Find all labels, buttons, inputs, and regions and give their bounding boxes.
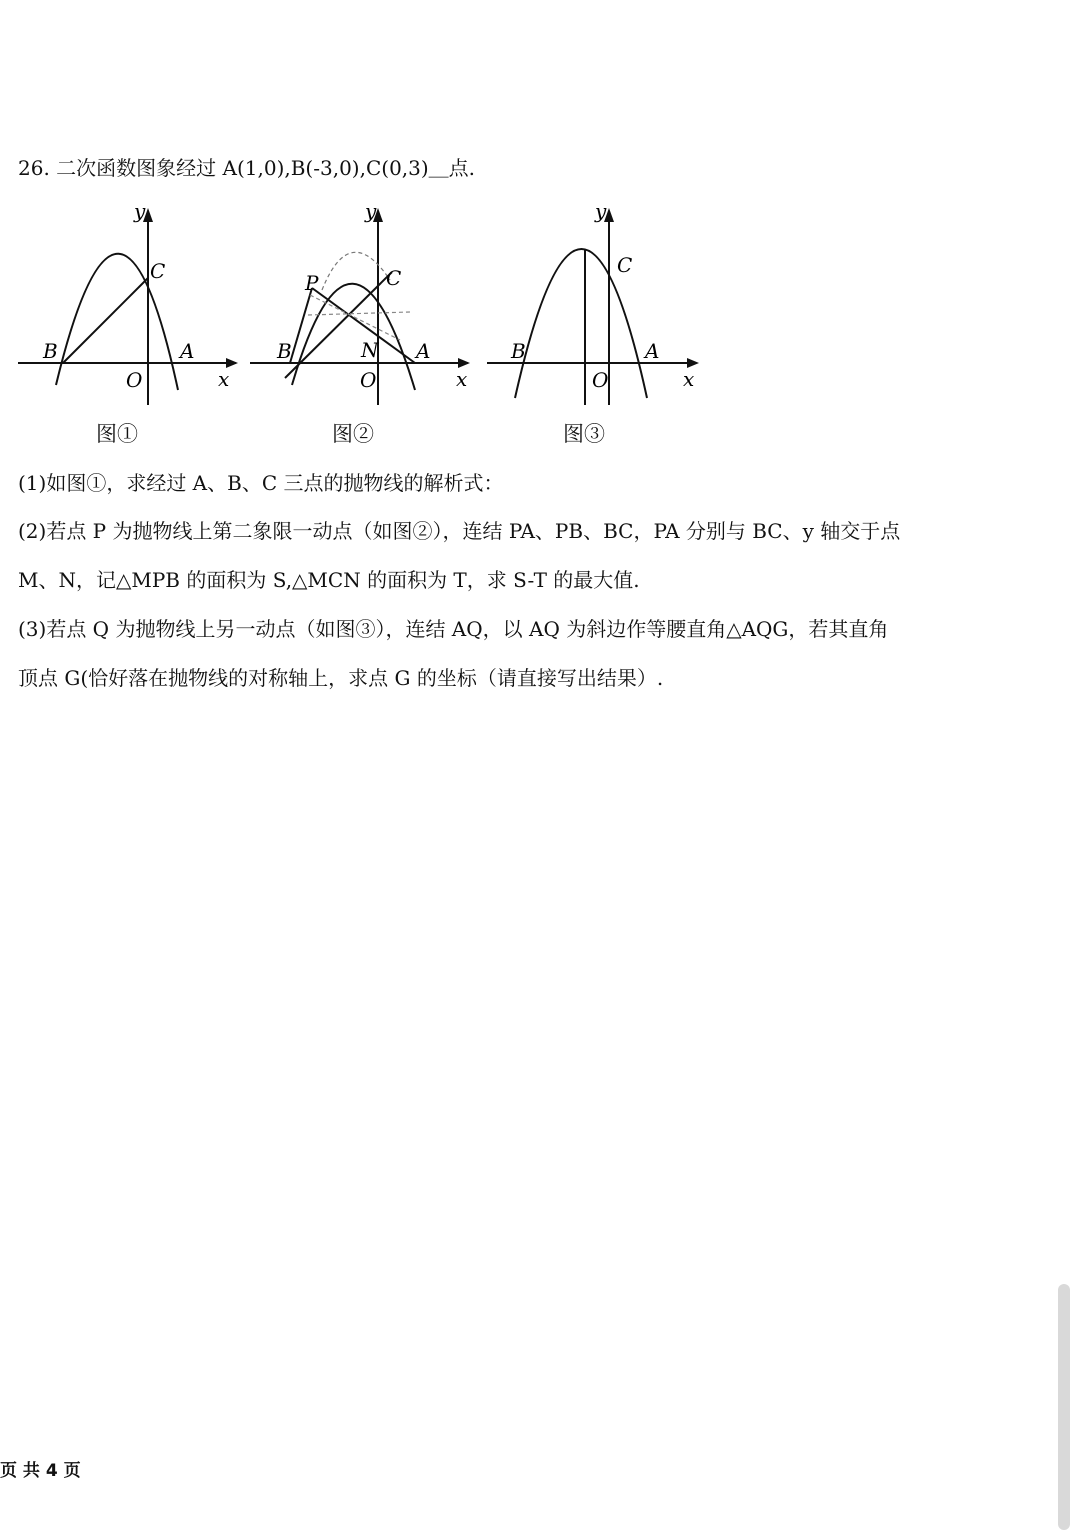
part-3-text-line-2: 顶点 G(恰好落在抛物线的对称轴上，求点 G 的坐标（请直接写出结果）. [18, 666, 664, 690]
figure-2-caption: 图② [332, 422, 374, 446]
label-y: y [365, 200, 377, 223]
label-b: B [43, 339, 58, 363]
part-2-text-line-1: (2)若点 P 为抛物线上第二象限一动点（如图②），连结 PA、PB、BC，PA 分别与 BC、y 轴交于点 [18, 519, 901, 543]
label-x: x [683, 367, 695, 391]
label-b: B [277, 339, 292, 363]
part-2-text-line-2: M、N，记△MPB 的面积为 S,△MCN 的面积为 T，求 S-T 的最大值. [18, 568, 640, 592]
label-n: N [361, 338, 379, 362]
scrollbar-thumb[interactable] [1058, 1284, 1070, 1530]
label-a: A [645, 339, 660, 363]
figure-3-caption: 图③ [563, 422, 605, 446]
question-title: 26. 二次函数图象经过 A(1,0),B(-3,0),C(0,3)＿点. [18, 156, 476, 180]
label-x: x [218, 367, 230, 391]
part-3-text-line-1: (3)若点 Q 为抛物线上另一动点（如图③），连结 AQ，以 AQ 为斜边作等腰直角△AQG，若其直角 [18, 617, 889, 641]
label-y: y [595, 200, 607, 223]
parabola-lower [292, 284, 415, 390]
label-c: C [150, 259, 166, 283]
label-origin: O [126, 368, 143, 392]
figure-1 [18, 200, 243, 410]
label-p: P [305, 271, 319, 295]
page-footer: 页 共 4 页 [0, 1461, 81, 1481]
figure-3 [487, 200, 712, 410]
label-x: x [456, 367, 468, 391]
figure-1-graph [18, 200, 243, 410]
figure-2 [250, 200, 475, 410]
label-c: C [386, 266, 402, 290]
figure-1-caption: 图① [96, 422, 138, 446]
segment-pb [290, 288, 312, 363]
label-origin: O [592, 368, 609, 392]
label-b: B [511, 339, 526, 363]
dashed-horizontal [308, 312, 410, 315]
segment-bc [63, 278, 148, 363]
label-c: C [617, 253, 633, 277]
figure-2-graph [250, 200, 475, 410]
label-y: y [134, 200, 146, 223]
part-1-text: (1)如图①，求经过 A、B、C 三点的抛物线的解析式： [18, 471, 504, 495]
label-origin: O [360, 368, 377, 392]
label-a: A [180, 339, 195, 363]
figure-3-graph [487, 200, 712, 410]
label-a: A [416, 339, 431, 363]
